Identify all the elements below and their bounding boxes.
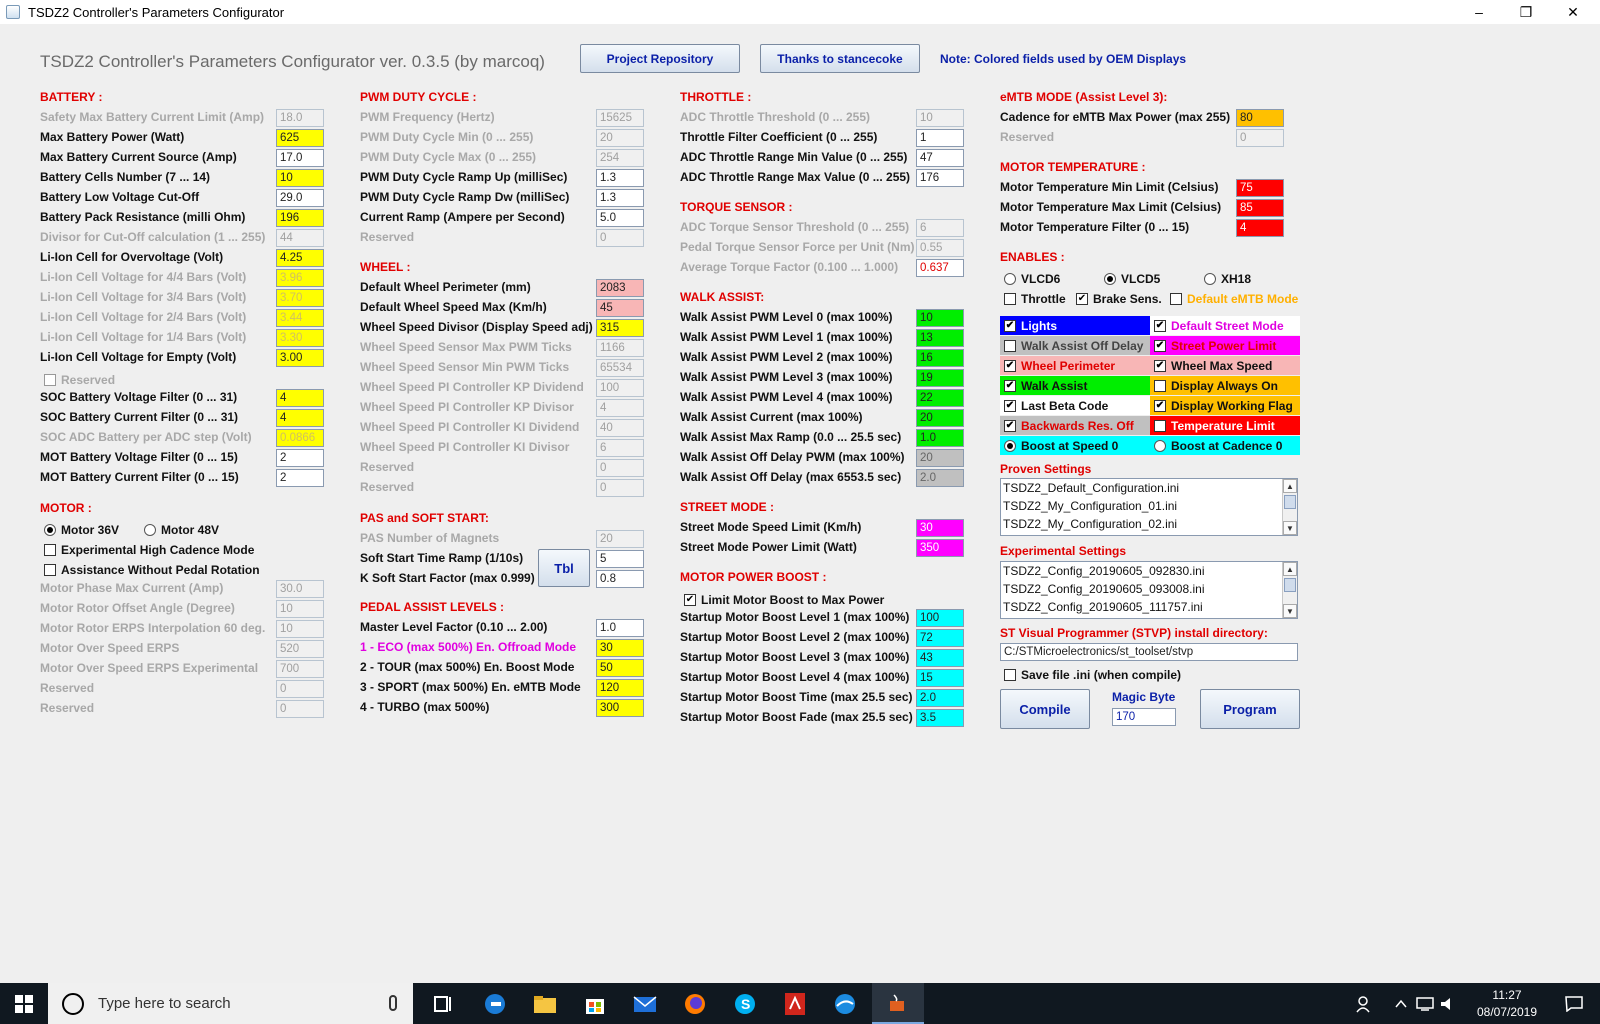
field-value[interactable]: 50: [596, 659, 644, 677]
list-item[interactable]: TSDZ2_My_Configuration_02.ini: [1003, 517, 1178, 531]
task-view-icon[interactable]: [420, 983, 468, 1024]
field-value[interactable]: 13: [916, 329, 964, 347]
battery-section-title: BATTERY :: [40, 90, 103, 104]
volume-icon[interactable]: [1438, 983, 1460, 1024]
vlcd6-radio[interactable]: VLCD6: [1004, 269, 1060, 288]
scroll-up-icon[interactable]: ▲: [1283, 479, 1297, 493]
field-label: Startup Motor Boost Fade (max 25.5 sec): [680, 710, 913, 724]
field-value[interactable]: 3.96: [276, 269, 324, 287]
field-label: Motor Temperature Min Limit (Celsius): [1000, 180, 1219, 194]
field-label: MOT Battery Voltage Filter (0 ... 15): [40, 450, 238, 464]
radio-dot[interactable]: [1004, 273, 1016, 285]
proven-settings-title: Proven Settings: [1000, 462, 1092, 476]
field-label: SOC Battery Voltage Filter (0 ... 31): [40, 390, 238, 404]
field-label: Li-Ion Cell Voltage for 3/4 Bars (Volt): [40, 290, 247, 304]
throttle-section-title: THROTTLE :: [680, 90, 752, 104]
field-label: Motor Over Speed ERPS Experimental: [40, 661, 259, 675]
field-value[interactable]: 520: [276, 640, 324, 658]
checkbox-box[interactable]: [1154, 380, 1166, 392]
field-label: Reserved: [360, 230, 415, 244]
field-value[interactable]: 1.3: [596, 169, 644, 187]
field-value[interactable]: 3.00: [276, 349, 324, 367]
list-item[interactable]: TSDZ2_Config_20190605_092830.ini: [1003, 564, 1205, 578]
field-value[interactable]: 16: [916, 349, 964, 367]
experimental-settings-list[interactable]: [1000, 561, 1298, 619]
radio-dot[interactable]: [144, 524, 156, 536]
field-value[interactable]: 2.0: [916, 689, 964, 707]
field-label: Max Battery Current Source (Amp): [40, 150, 237, 164]
field-label: PWM Duty Cycle Min (0 ... 255): [360, 130, 534, 144]
field-label: Walk Assist Max Ramp (0.0 ... 25.5 sec): [680, 430, 902, 444]
brake-sensor-checkbox[interactable]: ✔ Brake Sens.: [1077, 291, 1162, 306]
field-label: Reserved: [1000, 130, 1055, 144]
experimental-settings-title: Experimental Settings: [1000, 544, 1127, 558]
motor-48v-radio[interactable]: Motor 48V: [144, 520, 219, 539]
field-label: Li-Ion Cell Voltage for 4/4 Bars (Volt): [40, 270, 247, 284]
field-label: MOT Battery Current Filter (0 ... 15): [40, 470, 239, 484]
field-value[interactable]: 40: [596, 419, 644, 437]
title-bar: [0, 0, 1600, 24]
field-value[interactable]: 0: [1236, 129, 1284, 147]
field-value[interactable]: 3.70: [276, 289, 324, 307]
field-label: Average Torque Factor (0.100 ... 1.000): [680, 260, 899, 274]
microphone-icon[interactable]: [389, 995, 397, 1011]
default-emtb-checkbox[interactable]: Default eMTB Mode: [1170, 289, 1298, 308]
field-label: Li-Ion Cell Voltage for Empty (Volt): [40, 350, 237, 364]
field-value[interactable]: 4.25: [276, 249, 324, 267]
list-item[interactable]: TSDZ2_Config_20190605_111757.ini: [1003, 600, 1203, 614]
checkbox-box[interactable]: ✔: [1155, 359, 1165, 371]
field-label: Motor Over Speed ERPS: [40, 641, 180, 655]
field-value[interactable]: 100: [596, 379, 644, 397]
stvp-title: ST Visual Programmer (STVP) install directory:: [1000, 626, 1268, 640]
pedal-section-title: PEDAL ASSIST LEVELS :: [360, 600, 505, 614]
taskbar: [0, 983, 1600, 1024]
field-label: ADC Throttle Range Max Value (0 ... 255): [680, 170, 911, 184]
field-value[interactable]: 10: [916, 309, 964, 327]
field-value[interactable]: 2.0: [916, 469, 964, 487]
field-value[interactable]: 0: [596, 479, 644, 497]
field-value[interactable]: 47: [916, 149, 964, 167]
checkbox-box[interactable]: [44, 374, 56, 386]
window-title: TSDZ2 Controller's Parameters Configurator: [28, 4, 285, 20]
checkbox-box[interactable]: ✔: [1155, 339, 1165, 351]
enable-toggle[interactable]: ✔ Backwards Res. Off: [1000, 416, 1150, 435]
field-value[interactable]: 0.0866: [276, 429, 324, 447]
save-ini-checkbox[interactable]: Save file .ini (when compile): [1004, 665, 1181, 684]
magic-byte-input[interactable]: 170: [1112, 708, 1176, 726]
field-label: Wheel Speed PI Controller KP Divisor: [360, 400, 574, 414]
field-value[interactable]: 1.3: [596, 189, 644, 207]
enable-toggle[interactable]: ✔ Wheel Max Speed: [1150, 356, 1300, 375]
checkbox-box[interactable]: [1154, 420, 1166, 432]
field-value[interactable]: 75: [1236, 179, 1284, 197]
walk-section-title: WALK ASSIST:: [680, 290, 765, 304]
scrollbar[interactable]: [1282, 479, 1297, 535]
field-value[interactable]: 625: [276, 129, 324, 147]
field-value[interactable]: 5: [596, 550, 644, 568]
field-value[interactable]: 100: [916, 609, 964, 627]
people-icon[interactable]: [1350, 983, 1380, 1024]
field-label: Wheel Speed Sensor Max PWM Ticks: [360, 340, 572, 354]
checkbox-box[interactable]: ✔: [1005, 359, 1015, 371]
start-icon[interactable]: [0, 983, 48, 1024]
field-label: Reserved: [360, 460, 415, 474]
clock-date: 08/07/2019: [1476, 1004, 1538, 1019]
field-label: ADC Throttle Threshold (0 ... 255): [680, 110, 871, 124]
field-label: Walk Assist PWM Level 4 (max 100%): [680, 390, 893, 404]
field-label: Motor Temperature Filter (0 ... 15): [1000, 220, 1190, 234]
field-value[interactable]: 300: [596, 699, 644, 717]
reserved-checkbox[interactable]: Reserved: [44, 370, 115, 389]
field-value[interactable]: 45: [596, 299, 644, 317]
store-icon[interactable]: [570, 983, 620, 1024]
enable-toggle[interactable]: ✔ Street Power Limit: [1150, 336, 1300, 355]
field-value[interactable]: 176: [916, 169, 964, 187]
checkbox-box[interactable]: ✔: [685, 593, 695, 605]
enable-toggle[interactable]: ✔ Walk Assist: [1000, 376, 1150, 395]
boost-speed-radio[interactable]: Boost at Speed 0: [1000, 436, 1150, 455]
proven-settings-list[interactable]: [1000, 478, 1298, 536]
oem-note: Note: Colored fields used by OEM Displays: [940, 52, 1187, 66]
field-value[interactable]: 0: [276, 680, 324, 698]
field-value[interactable]: 85: [1236, 199, 1284, 217]
list-item[interactable]: TSDZ2_Default_Configuration.ini: [1003, 481, 1180, 495]
field-label: SOC ADC Battery per ADC step (Volt): [40, 430, 252, 444]
field-value[interactable]: 10: [916, 109, 964, 127]
field-value[interactable]: 80: [1236, 109, 1284, 127]
field-label: Street Mode Power Limit (Watt): [680, 540, 857, 554]
field-label: Walk Assist Current (max 100%): [680, 410, 863, 424]
app-icon-blue[interactable]: [820, 983, 870, 1024]
xh18-radio[interactable]: XH18: [1204, 269, 1251, 288]
enables-section-title: ENABLES :: [1000, 250, 1065, 264]
java-app-icon[interactable]: [872, 983, 924, 1024]
enable-toggle[interactable]: Walk Assist Off Delay: [1000, 336, 1150, 355]
field-value[interactable]: 30: [596, 639, 644, 657]
scroll-thumb[interactable]: [1284, 578, 1296, 592]
field-label: Motor Rotor Offset Angle (Degree): [40, 601, 235, 615]
field-value[interactable]: 0: [596, 459, 644, 477]
field-label: Max Battery Power (Watt): [40, 130, 185, 144]
enable-toggle[interactable]: ✔ Display Working Flag: [1150, 396, 1300, 415]
checkbox-box[interactable]: [1004, 669, 1016, 681]
field-value[interactable]: 2: [276, 449, 324, 467]
motor-36v-radio[interactable]: Motor 36V: [44, 520, 119, 539]
minimize-button[interactable]: –: [1475, 4, 1483, 20]
field-value[interactable]: 3.5: [916, 709, 964, 727]
field-label: PAS Number of Magnets: [360, 531, 500, 545]
field-label: Walk Assist PWM Level 3 (max 100%): [680, 370, 893, 384]
field-value[interactable]: 0: [596, 229, 644, 247]
street-section-title: STREET MODE :: [680, 500, 775, 514]
checkbox-box[interactable]: ✔: [1005, 419, 1015, 431]
checkbox-box[interactable]: [1004, 293, 1016, 305]
field-label: Li-Ion Cell Voltage for 1/4 Bars (Volt): [40, 330, 247, 344]
magic-byte-label: Magic Byte: [1112, 690, 1176, 704]
field-value[interactable]: 20: [916, 409, 964, 427]
field-value[interactable]: 4: [276, 409, 324, 427]
checkbox-box[interactable]: [1170, 293, 1182, 305]
field-label: Startup Motor Boost Level 1 (max 100%): [680, 610, 910, 624]
maximize-button[interactable]: ❐: [1519, 3, 1533, 20]
field-value[interactable]: 6: [596, 439, 644, 457]
field-label: PWM Frequency (Hertz): [360, 110, 495, 124]
field-value[interactable]: 1.0: [596, 619, 644, 637]
field-label: Startup Motor Boost Level 3 (max 100%): [680, 650, 910, 664]
motor-temperature-section-title: MOTOR TEMPERATURE :: [1000, 160, 1146, 174]
checkbox-box[interactable]: ✔: [1077, 292, 1087, 304]
acrobat-icon[interactable]: [770, 983, 820, 1024]
field-value[interactable]: 120: [596, 679, 644, 697]
firefox-icon[interactable]: [670, 983, 720, 1024]
radio-dot[interactable]: [1004, 440, 1016, 452]
field-label: Li-Ion Cell for Overvoltage (Volt): [40, 250, 224, 264]
field-value[interactable]: 20: [596, 530, 644, 548]
field-label: SOC Battery Current Filter (0 ... 31): [40, 410, 239, 424]
field-label: Street Mode Speed Limit (Km/h): [680, 520, 862, 534]
field-value[interactable]: 65534: [596, 359, 644, 377]
field-label: 1 - ECO (max 500%) En. Offroad Mode: [360, 640, 577, 654]
field-label: Throttle Filter Coefficient (0 ... 255): [680, 130, 878, 144]
field-label: Battery Pack Resistance (milli Ohm): [40, 210, 246, 224]
enable-toggle[interactable]: Temperature Limit: [1150, 416, 1300, 435]
field-label: 2 - TOUR (max 500%) En. Boost Mode: [360, 660, 575, 674]
field-value[interactable]: 5.0: [596, 209, 644, 227]
field-label: 3 - SPORT (max 500%) En. eMTB Mode: [360, 680, 581, 694]
field-label: Motor Phase Max Current (Amp): [40, 581, 224, 595]
field-label: Walk Assist PWM Level 1 (max 100%): [680, 330, 893, 344]
checkbox-box[interactable]: [1004, 340, 1016, 352]
clock[interactable]: [1462, 983, 1552, 1024]
field-label: Battery Cells Number (7 ... 14): [40, 170, 211, 184]
field-value[interactable]: 1166: [596, 339, 644, 357]
search-placeholder: Type here to search: [98, 995, 231, 1012]
field-value[interactable]: 350: [916, 539, 964, 557]
app-icon: [6, 5, 20, 19]
table-button[interactable]: Tbl: [538, 549, 590, 587]
field-label: 4 - TURBO (max 500%): [360, 700, 490, 714]
field-label: Wheel Speed Sensor Min PWM Ticks: [360, 360, 570, 374]
scroll-up-icon[interactable]: ▲: [1283, 562, 1297, 576]
field-label: ADC Throttle Range Min Value (0 ... 255): [680, 150, 908, 164]
checkbox-box[interactable]: ✔: [1005, 399, 1015, 411]
field-value[interactable]: 4: [1236, 219, 1284, 237]
field-label: Li-Ion Cell Voltage for 2/4 Bars (Volt): [40, 310, 247, 324]
field-label: Safety Max Battery Current Limit (Amp): [40, 110, 265, 124]
wheel-section-title: WHEEL :: [360, 260, 411, 274]
field-label: Walk Assist Off Delay (max 6553.5 sec): [680, 470, 902, 484]
field-label: Walk Assist PWM Level 0 (max 100%): [680, 310, 893, 324]
field-value[interactable]: 10: [276, 169, 324, 187]
field-label: Motor Temperature Max Limit (Celsius): [1000, 200, 1222, 214]
thanks-button[interactable]: Thanks to stancecoke: [760, 44, 920, 73]
field-value[interactable]: 72: [916, 629, 964, 647]
field-value[interactable]: 2083: [596, 279, 644, 297]
field-value[interactable]: 6: [916, 219, 964, 237]
field-value[interactable]: 196: [276, 209, 324, 227]
vlcd5-radio[interactable]: VLCD5: [1104, 269, 1160, 288]
edge-icon[interactable]: [470, 983, 520, 1024]
checkbox-box[interactable]: ✔: [1155, 399, 1165, 411]
checkbox-box[interactable]: ✔: [1155, 319, 1165, 331]
field-label: PWM Duty Cycle Ramp Dw (milliSec): [360, 190, 570, 204]
boost-cadence-radio[interactable]: Boost at Cadence 0: [1150, 436, 1300, 455]
clock-time: 11:27: [1492, 987, 1522, 1002]
motor-section-title: MOTOR :: [40, 501, 92, 515]
field-value[interactable]: 20: [916, 449, 964, 467]
svg-text:S: S: [741, 995, 751, 1012]
checkbox-box[interactable]: ✔: [1005, 319, 1015, 331]
field-label: Startup Motor Boost Time (max 25.5 sec): [680, 690, 913, 704]
field-label: Reserved: [40, 701, 95, 715]
network-icon[interactable]: [1414, 983, 1436, 1024]
project-repository-button[interactable]: Project Repository: [580, 44, 740, 73]
program-button[interactable]: Program: [1200, 689, 1300, 729]
field-label: Motor Rotor ERPS Interpolation 60 deg.: [40, 621, 266, 635]
skype-icon[interactable]: [720, 983, 770, 1024]
limit-boost-checkbox[interactable]: ✔ Limit Motor Boost to Max Power: [685, 592, 885, 607]
field-value[interactable]: 4: [276, 389, 324, 407]
field-value[interactable]: 315: [596, 319, 644, 337]
field-value[interactable]: 0: [276, 700, 324, 718]
close-button[interactable]: ✕: [1567, 3, 1579, 20]
field-value[interactable]: 3.44: [276, 309, 324, 327]
field-label: Wheel Speed PI Controller KI Dividend: [360, 420, 580, 434]
field-value[interactable]: 17.0: [276, 149, 324, 167]
list-item[interactable]: TSDZ2_My_Configuration_01.ini: [1003, 499, 1178, 513]
field-label: Walk Assist Off Delay PWM (max 100%): [680, 450, 905, 464]
scrollbar[interactable]: [1282, 562, 1297, 618]
field-label: Startup Motor Boost Level 2 (max 100%): [680, 630, 910, 644]
field-label: Cadence for eMTB Max Power (max 255): [1000, 110, 1231, 124]
no-pedal-rotation-checkbox[interactable]: Assistance Without Pedal Rotation: [44, 560, 260, 579]
checkbox-box[interactable]: ✔: [1005, 379, 1015, 391]
cortana-icon: [62, 993, 84, 1015]
checkbox-box[interactable]: [44, 544, 56, 556]
field-label: Wheel Speed Divisor (Display Speed adj): [360, 320, 593, 334]
scroll-thumb[interactable]: [1284, 495, 1296, 509]
field-label: Default Wheel Perimeter (mm): [360, 280, 531, 294]
list-item[interactable]: TSDZ2_Config_20190605_093008.ini: [1003, 582, 1205, 596]
field-label: PWM Duty Cycle Ramp Up (milliSec): [360, 170, 568, 184]
compile-button[interactable]: Compile: [1000, 689, 1090, 729]
field-value[interactable]: 1.0: [916, 429, 964, 447]
field-label: Pedal Torque Sensor Force per Unit (Nm): [680, 240, 915, 254]
field-value[interactable]: 254: [596, 149, 644, 167]
field-label: Current Ramp (Ampere per Second): [360, 210, 565, 224]
field-label: Master Level Factor (0.10 ... 2.00): [360, 620, 548, 634]
field-label: Default Wheel Speed Max (Km/h): [360, 300, 547, 314]
field-value[interactable]: 4: [596, 399, 644, 417]
field-label: PWM Duty Cycle Max (0 ... 255): [360, 150, 537, 164]
field-value[interactable]: 43: [916, 649, 964, 667]
app-title: TSDZ2 Controller's Parameters Configurator ver. 0.3.5 (by marcoq): [40, 52, 545, 71]
field-value[interactable]: 22: [916, 389, 964, 407]
field-value[interactable]: 10: [276, 620, 324, 638]
scroll-down-icon[interactable]: ▼: [1283, 604, 1297, 618]
field-value[interactable]: 3.30: [276, 329, 324, 347]
field-value[interactable]: 19: [916, 369, 964, 387]
high-cadence-checkbox[interactable]: Experimental High Cadence Mode: [44, 540, 254, 559]
emtb-section-title: eMTB MODE (Assist Level 3):: [1000, 90, 1168, 104]
field-label: Battery Low Voltage Cut-Off: [40, 190, 200, 204]
radio-dot[interactable]: [1154, 440, 1166, 452]
field-value[interactable]: 10: [276, 600, 324, 618]
field-value[interactable]: 30: [916, 519, 964, 537]
enable-toggle[interactable]: ✔ Wheel Perimeter: [1000, 356, 1150, 375]
enable-toggle[interactable]: ✔ Default Street Mode: [1150, 316, 1300, 335]
field-label: Wheel Speed PI Controller KI Divisor: [360, 440, 570, 454]
file-explorer-icon[interactable]: [520, 983, 570, 1024]
field-label: K Soft Start Factor (max 0.999): [360, 571, 535, 585]
notifications-icon[interactable]: [1554, 983, 1594, 1024]
mail-icon[interactable]: [620, 983, 670, 1024]
radio-dot[interactable]: [1204, 273, 1216, 285]
field-value[interactable]: 18.0: [276, 109, 324, 127]
throttle-checkbox[interactable]: Throttle: [1004, 289, 1066, 308]
field-label: Divisor for Cut-Off calculation (1 ... 255): [40, 230, 266, 244]
field-value[interactable]: 0.637: [916, 259, 964, 277]
chevron-up-icon[interactable]: [1392, 983, 1410, 1024]
field-label: Soft Start Time Ramp (1/10s): [360, 551, 524, 565]
field-value[interactable]: 2: [276, 469, 324, 487]
field-value[interactable]: 1: [916, 129, 964, 147]
enable-toggle[interactable]: Display Always On: [1150, 376, 1300, 395]
torque-section-title: TORQUE SENSOR :: [680, 200, 793, 214]
taskbar-search[interactable]: [48, 983, 413, 1024]
field-label: Startup Motor Boost Level 4 (max 100%): [680, 670, 910, 684]
scroll-down-icon[interactable]: ▼: [1283, 521, 1297, 535]
field-value[interactable]: 0.8: [596, 570, 644, 588]
field-label: ADC Torque Sensor Threshold (0 ... 255): [680, 220, 910, 234]
checkbox-box[interactable]: [44, 564, 56, 576]
radio-dot[interactable]: [44, 524, 56, 536]
pwm-section-title: PWM DUTY CYCLE :: [360, 90, 477, 104]
field-label: Reserved: [40, 681, 95, 695]
stvp-directory-input[interactable]: C:/STMicroelectronics/st_toolset/stvp: [1000, 643, 1298, 661]
field-value[interactable]: 20: [596, 129, 644, 147]
field-value[interactable]: 30.0: [276, 580, 324, 598]
field-value[interactable]: 0.55: [916, 239, 964, 257]
field-value[interactable]: 15: [916, 669, 964, 687]
pas-section-title: PAS and SOFT START:: [360, 511, 489, 525]
field-value[interactable]: 700: [276, 660, 324, 678]
field-label: Reserved: [360, 480, 415, 494]
field-value[interactable]: 44: [276, 229, 324, 247]
field-label: Walk Assist PWM Level 2 (max 100%): [680, 350, 893, 364]
boost-section-title: MOTOR POWER BOOST :: [680, 570, 827, 584]
enable-toggle[interactable]: ✔ Lights: [1000, 316, 1150, 335]
radio-dot[interactable]: [1104, 273, 1116, 285]
enable-toggle[interactable]: ✔ Last Beta Code: [1000, 396, 1150, 415]
field-label: Wheel Speed PI Controller KP Dividend: [360, 380, 584, 394]
field-value[interactable]: 29.0: [276, 189, 324, 207]
field-value[interactable]: 15625: [596, 109, 644, 127]
